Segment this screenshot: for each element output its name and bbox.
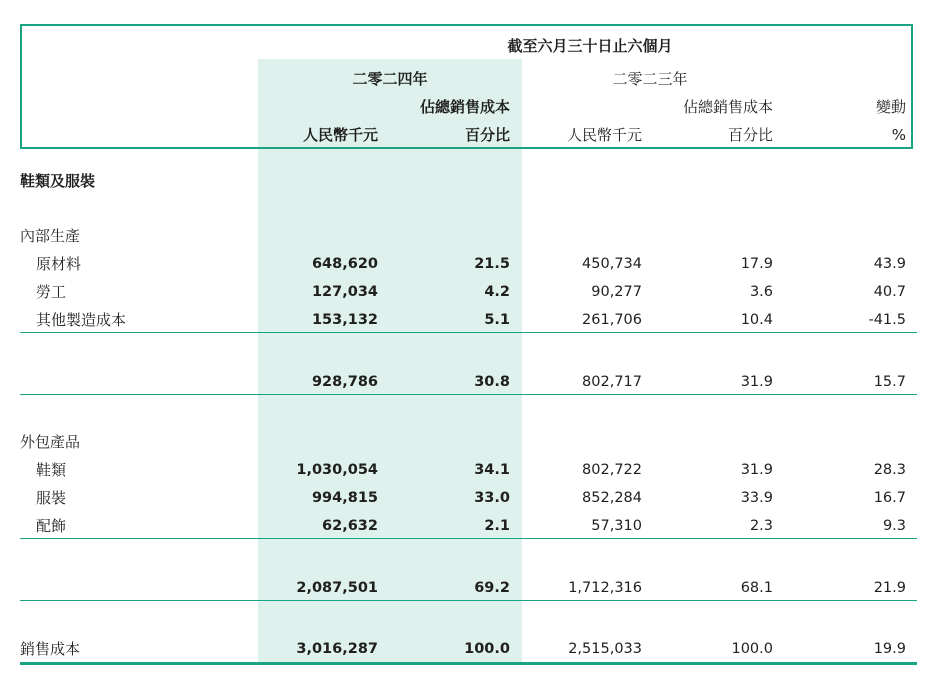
change-value: 19.9 — [873, 641, 906, 657]
in-house-title: 內部生產 — [20, 227, 81, 245]
pct-2023: 100.0 — [731, 641, 773, 657]
change-value: 43.9 — [873, 256, 906, 272]
divider — [20, 538, 917, 539]
pct-2024: 2.1 — [484, 518, 510, 534]
row-label: 配飾 — [36, 517, 67, 535]
value-2024: 994,815 — [311, 490, 378, 506]
pct-2024: 4.2 — [484, 284, 510, 300]
pct-2024: 34.1 — [474, 462, 510, 478]
value-2023: 90,277 — [591, 284, 642, 300]
pct-2023: 3.6 — [749, 284, 773, 300]
year-2023-heading: 二零二三年 — [612, 70, 688, 88]
pct-2024: 69.2 — [474, 580, 510, 596]
pct-2024-heading: 百分比 — [464, 126, 510, 144]
value-2023: 1,712,316 — [568, 580, 642, 596]
value-2023: 450,734 — [582, 256, 642, 272]
change-value: -41.5 — [868, 312, 906, 328]
value-2023: 852,284 — [582, 490, 642, 506]
divider — [20, 332, 917, 333]
change-value: 21.9 — [873, 580, 906, 596]
change-unit-heading: % — [891, 126, 906, 144]
value-2024: 62,632 — [322, 518, 378, 534]
row-label: 原材料 — [36, 255, 82, 273]
row-label: 服裝 — [36, 489, 67, 507]
total-label: 銷售成本 — [20, 640, 81, 658]
change-value: 28.3 — [873, 462, 906, 478]
value-2023: 2,515,033 — [568, 641, 642, 657]
bottom-rule — [20, 662, 917, 665]
unit-2024-heading: 人民幣千元 — [302, 126, 378, 144]
pct-2023: 68.1 — [740, 580, 773, 596]
value-2024: 1,030,054 — [296, 462, 378, 478]
value-2023: 802,722 — [582, 462, 642, 478]
change-heading: 變動 — [875, 98, 906, 116]
value-2024: 648,620 — [311, 256, 378, 272]
highlight-column-2024 — [258, 59, 522, 663]
pct-of-cost-2023-heading: 佔總銷售成本 — [682, 98, 773, 116]
value-2023: 802,717 — [582, 374, 642, 390]
pct-2023: 31.9 — [740, 462, 773, 478]
pct-of-cost-2024-heading: 佔總銷售成本 — [419, 98, 510, 116]
pct-2024: 21.5 — [474, 256, 510, 272]
year-2024-heading: 二零二四年 — [352, 70, 428, 88]
change-value: 40.7 — [873, 284, 906, 300]
row-label: 鞋類 — [36, 461, 67, 479]
pct-2023-heading: 百分比 — [727, 126, 773, 144]
value-2024: 153,132 — [311, 312, 378, 328]
change-value: 9.3 — [882, 518, 906, 534]
period-heading: 截至六月三十日止六個月 — [507, 37, 673, 55]
pct-2023: 10.4 — [740, 312, 773, 328]
pct-2023: 2.3 — [749, 518, 773, 534]
value-2023: 57,310 — [591, 518, 642, 534]
section-title: 鞋類及服裝 — [20, 172, 96, 190]
value-2024: 928,786 — [311, 374, 378, 390]
pct-2024: 100.0 — [464, 641, 510, 657]
pct-2023: 31.9 — [740, 374, 773, 390]
unit-2023-heading: 人民幣千元 — [566, 126, 642, 144]
value-2023: 261,706 — [582, 312, 642, 328]
pct-2024: 33.0 — [474, 490, 510, 506]
value-2024: 3,016,287 — [296, 641, 378, 657]
value-2024: 2,087,501 — [296, 580, 378, 596]
divider — [20, 600, 917, 601]
outsourced-title: 外包產品 — [20, 433, 81, 451]
pct-2023: 33.9 — [740, 490, 773, 506]
row-label: 勞工 — [36, 283, 67, 301]
pct-2024: 30.8 — [474, 374, 510, 390]
change-value: 16.7 — [873, 490, 906, 506]
pct-2023: 17.9 — [740, 256, 773, 272]
change-value: 15.7 — [873, 374, 906, 390]
pct-2024: 5.1 — [484, 312, 510, 328]
divider — [20, 394, 917, 395]
row-label: 其他製造成本 — [36, 311, 127, 329]
value-2024: 127,034 — [311, 284, 378, 300]
